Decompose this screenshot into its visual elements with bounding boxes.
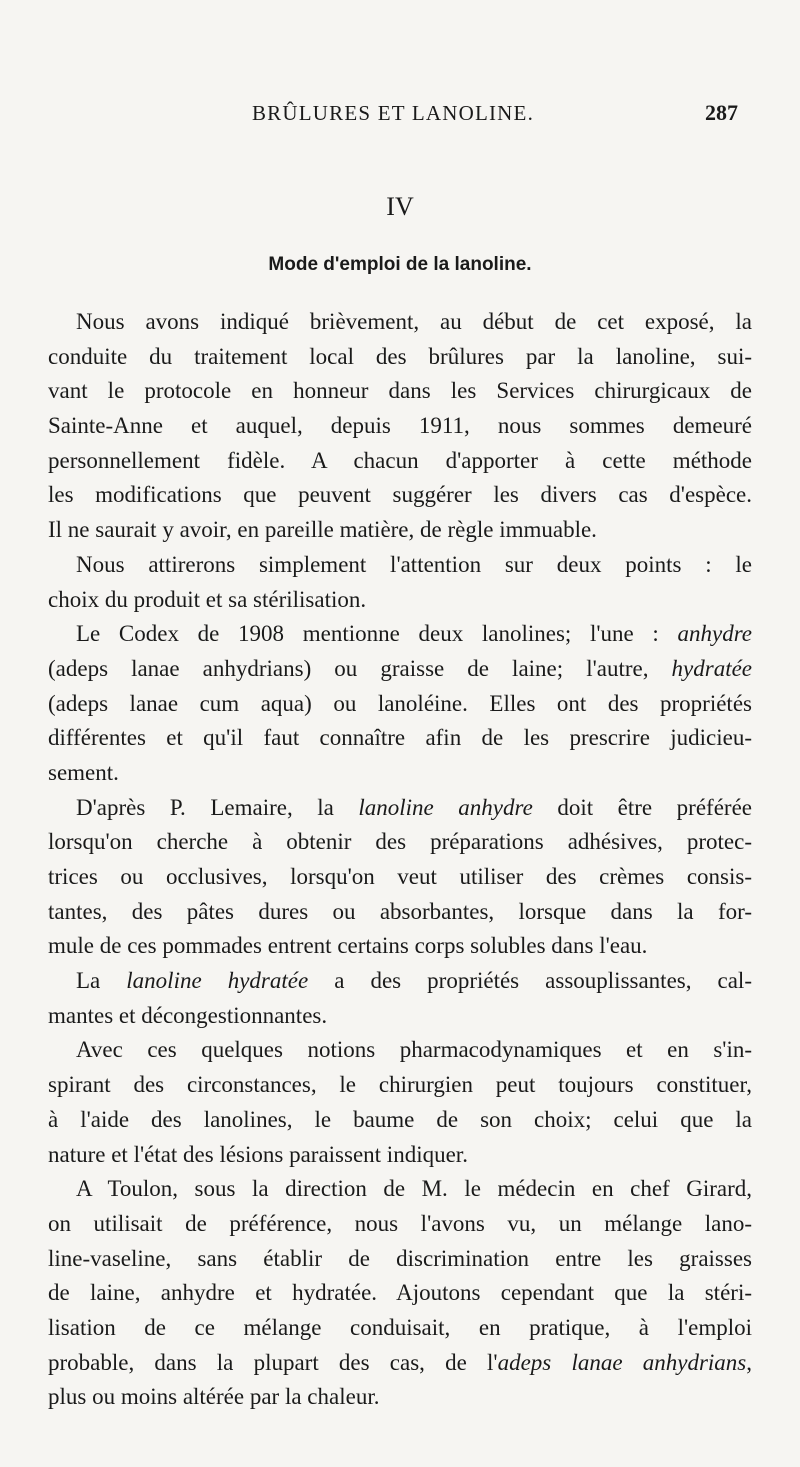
text-line: Il ne saurait y avoir, en pareille matière, de règle immuable.	[48, 517, 597, 543]
text-line: Avec ces quelques notions pharmacodynamiques et en s'in-	[76, 1037, 752, 1063]
text-line: mule de ces pommades entrent certains corps solubles dans l'eau.	[48, 933, 648, 959]
text-line: personnellement fidèle. A chacun d'apporter à cette méthode	[48, 447, 752, 473]
text-line: sement.	[48, 759, 119, 785]
text-line: trices ou occlusives, lorsqu'on veut utiliser des crèmes consis-	[48, 864, 752, 889]
text-line: A Toulon, sous la direction de M. le médecin en chef Girard,	[76, 1176, 752, 1202]
text-line: les modifications que peuvent suggérer les divers cas d'espèce.	[48, 482, 752, 508]
text-line: La lanoline hydratée a des propriétés assouplissantes, cal-	[76, 968, 752, 994]
page-number: 287	[705, 100, 738, 125]
text-line: vant le protocole en honneur dans les Services chirurgicaux de	[48, 378, 752, 404]
text-line: Le Codex de 1908 mentionne deux lanolines; l'une : anhydre	[76, 621, 752, 647]
text-line: (adeps lanae cum aqua) ou lanoléine. Elles ont des propriétés	[48, 690, 752, 716]
section-number: IV	[386, 192, 414, 221]
text-line: spirant des circonstances, le chirurgien peut toujours constituer,	[48, 1072, 752, 1098]
text-line: line-vaseline, sans établir de discrimination entre les graisses	[48, 1245, 752, 1271]
text-line: mantes et décongestionnantes.	[48, 1002, 328, 1028]
running-head	[48, 96, 738, 130]
text-line: Nous attirerons simplement l'attention sur deux points : le	[76, 551, 752, 577]
text-line: de laine, anhydre et hydratée. Ajoutons cependant que la stéri-	[48, 1280, 752, 1306]
text-line: tantes, des pâtes dures ou absorbantes, lorsque dans la for-	[48, 898, 752, 924]
text-line: lorsqu'on cherche à obtenir des préparations adhésives, protec-	[48, 829, 752, 855]
text-line: à l'aide des lanolines, le baume de son choix; celui que la	[48, 1106, 752, 1132]
running-title: BRÛLURES ET LANOLINE.	[251, 101, 535, 125]
text-line: différentes et qu'il faut connaître afin de les prescrire judicieu-	[48, 725, 752, 751]
text-line: nature et l'état des lésions paraissent indiquer.	[48, 1141, 468, 1167]
text-line: Nous avons indiqué brièvement, au début de cet exposé, la	[76, 309, 752, 334]
text-line: D'après P. Lemaire, la lanoline anhydre doit être préférée	[76, 794, 752, 820]
text-line: on utilisait de préférence, nous l'avons vu, un mélange lano-	[48, 1210, 752, 1236]
section-heading: Mode d'emploi de la lanoline.	[268, 254, 532, 275]
text-line: probable, dans la plupart des cas, de l'adeps lanae anhydrians,	[48, 1349, 752, 1375]
text-line: (adeps lanae anhydrians) ou graisse de laine; l'autre, hydratée	[48, 655, 752, 681]
text-line: lisation de ce mélange conduisait, en pratique, à l'emploi	[48, 1314, 752, 1340]
text-line: Sainte-Anne et auquel, depuis 1911, nous sommes demeuré	[48, 413, 752, 439]
body-text	[48, 305, 752, 1415]
text-line: conduite du traitement local des brûlures par la lanoline, sui-	[48, 343, 752, 369]
text-line: plus ou moins altérée par la chaleur.	[48, 1384, 380, 1410]
text-line: choix du produit et sa stérilisation.	[48, 586, 367, 612]
